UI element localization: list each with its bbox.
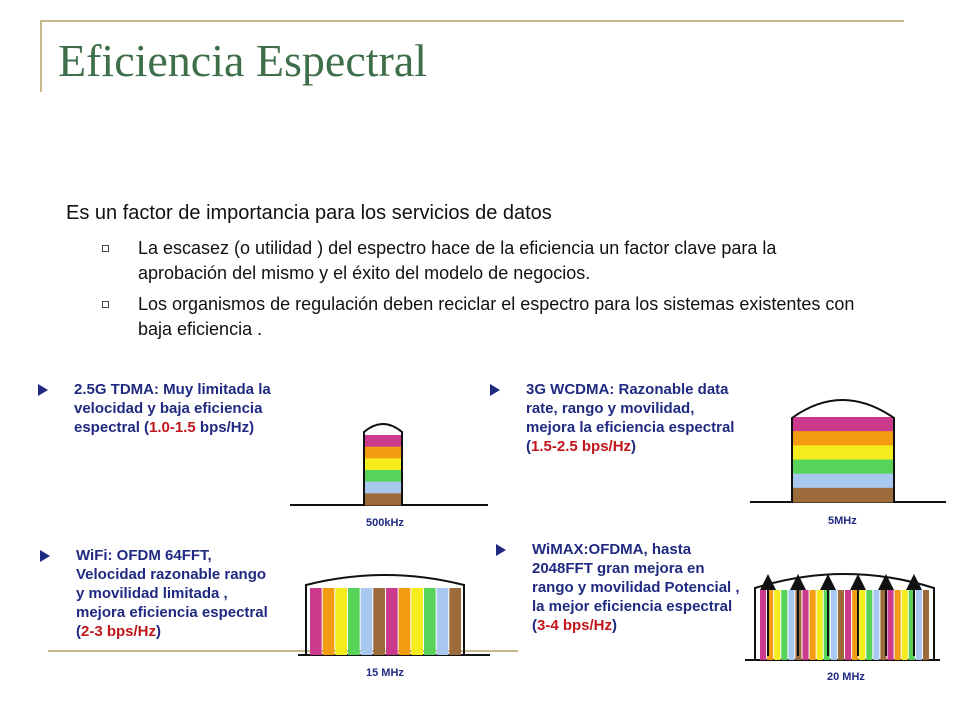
wimax-spectrum-diagram — [745, 574, 940, 683]
subcarrier-strip — [774, 590, 780, 660]
tdma-unit: bps/Hz — [195, 419, 250, 436]
subcarrier-strip — [817, 590, 823, 660]
bullet-text: Los organismos de regulación deben reciclar el espectro para los sistemas existentes con baja eficiencia . — [138, 294, 855, 339]
wifi-spectrum-diagram — [298, 575, 490, 679]
wifi-text: WiFi: OFDM 64FFT, Velocidad razonable rango y movilidad limitada , mejora eficiencia espectral ( — [76, 547, 268, 640]
subcarrier-strip — [888, 590, 894, 660]
wimax-subcarriers — [760, 590, 929, 660]
tdma-band-stack — [365, 435, 401, 506]
wifi-close: ) — [156, 623, 162, 640]
spectrum-band — [793, 417, 893, 432]
tdma-text: 2.5G TDMA: Muy limitada la velocidad y baja eficiencia espectral ( — [74, 381, 271, 436]
wimax-text: WiMAX:OFDMA, hasta 2048FFT gran mejora en rango y movilidad Potencial , la mejor eficiencia espectral ( — [532, 541, 740, 634]
spectrum-band — [793, 460, 893, 475]
subcarrier-strip — [845, 590, 851, 660]
spectrum-band — [793, 445, 893, 460]
subcarrier-strip — [916, 590, 922, 660]
subcarrier-strip — [781, 590, 787, 660]
subcarrier-strip — [760, 590, 766, 660]
tdma-bandwidth-label: 500kHz — [366, 517, 404, 529]
tdma-close: ) — [249, 419, 255, 436]
spectrum-band — [365, 435, 401, 447]
intro-line: Es un factor de importancia para los servicios de datos — [66, 202, 552, 224]
wimax-close: ) — [612, 617, 618, 634]
subcarrier-strip — [838, 590, 844, 660]
spectrum-band — [365, 493, 401, 505]
wifi-rate: 2-3 bps/Hz — [81, 623, 157, 640]
wifi-bandwidth-label: 15 MHz — [366, 667, 404, 679]
subcarrier-strip — [361, 588, 373, 655]
subcarrier-strip — [424, 588, 436, 655]
wcdma-bandwidth-label: 5MHz — [828, 515, 857, 527]
wcdma-rate: 1.5-2.5 bps/Hz — [531, 438, 632, 455]
wifi-subcarriers — [310, 588, 461, 655]
subcarrier-strip — [831, 590, 837, 660]
spectrum-band — [793, 431, 893, 446]
spectrum-band — [365, 458, 401, 470]
spectrum-band — [365, 447, 401, 459]
subcarrier-strip — [866, 590, 872, 660]
wimax-rate: 3-4 bps/Hz — [537, 617, 613, 634]
subcarrier-strip — [348, 588, 360, 655]
spectrum-band — [793, 488, 893, 503]
subcarrier-strip — [895, 590, 901, 660]
slide-title: Eficiencia Espectral — [58, 35, 428, 86]
subcarrier-strip — [373, 588, 385, 655]
subcarrier-strip — [335, 588, 347, 655]
spectrum-band — [793, 474, 893, 489]
wimax-bandwidth-label: 20 MHz — [827, 671, 865, 683]
subcarrier-strip — [399, 588, 411, 655]
subcarrier-strip — [449, 588, 461, 655]
wcdma-text: 3G WCDMA: Razonable data rate, rango y movilidad, mejora la eficiencia espectral ( — [526, 381, 735, 455]
tdma-rate: 1.0-1.5 — [149, 419, 196, 436]
bullet-text: La escasez (o utilidad ) del espectro hace de la eficiencia un factor clave para la aprobación del mismo y el éxito del modelo de negocios. — [138, 238, 777, 283]
subcarrier-strip — [873, 590, 879, 660]
subcarrier-strip — [310, 588, 322, 655]
subcarrier-strip — [386, 588, 398, 655]
wcdma-band-stack — [793, 417, 893, 503]
subcarrier-strip — [923, 590, 929, 660]
subcarrier-strip — [437, 588, 449, 655]
subcarrier-strip — [803, 590, 809, 660]
subcarrier-strip — [810, 590, 816, 660]
subcarrier-strip — [323, 588, 335, 655]
spectrum-band — [365, 470, 401, 482]
wcdma-close: ) — [631, 438, 637, 455]
subcarrier-strip — [788, 590, 794, 660]
wcdma-spectrum-diagram — [750, 400, 946, 527]
spectrum-band — [365, 482, 401, 494]
subcarrier-strip — [902, 590, 908, 660]
subcarrier-strip — [859, 590, 865, 660]
subcarrier-strip — [411, 588, 423, 655]
tdma-spectrum-diagram — [290, 424, 488, 529]
